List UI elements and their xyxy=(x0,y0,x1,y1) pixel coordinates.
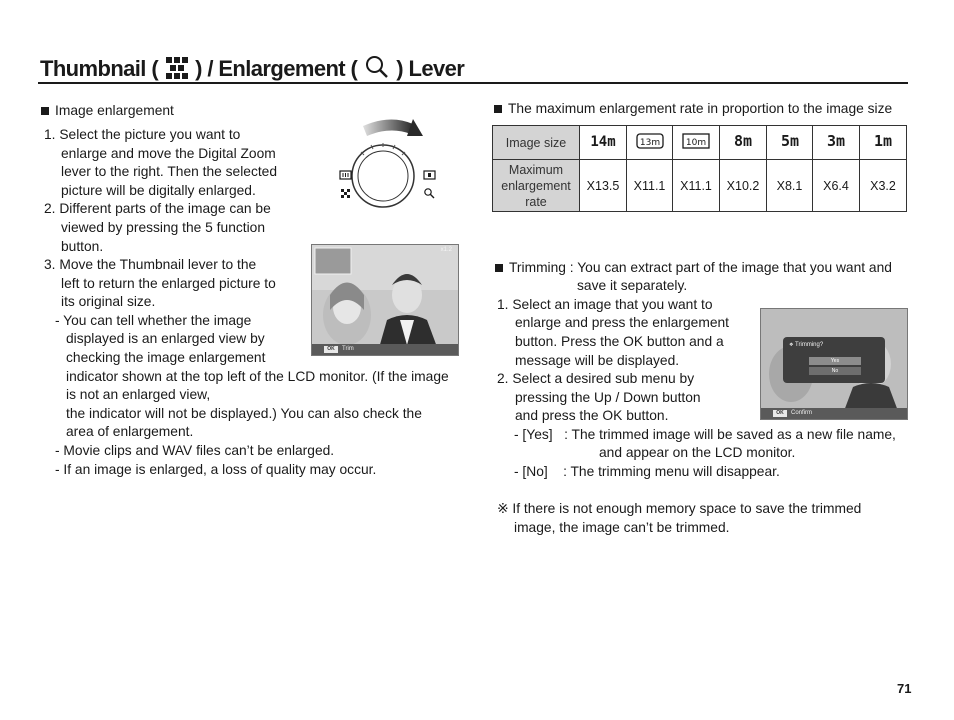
trim-line: pressing the Up / Down button xyxy=(515,390,701,405)
size-3m-icon xyxy=(813,126,860,160)
lcd-bottom-bar xyxy=(312,344,458,355)
svg-text:10m: 10m xyxy=(685,138,707,148)
svg-text:8m: 8m xyxy=(733,132,753,150)
step-line: area of enlargement. xyxy=(66,424,194,439)
trim-line: - [No] : The trimming menu will disappear. xyxy=(514,464,780,479)
step-line: button. xyxy=(61,239,104,254)
trim-line: and press the OK button. xyxy=(515,408,669,423)
size-5m-icon xyxy=(767,126,813,160)
step-line: displayed is an enlarged view by xyxy=(66,331,265,346)
zoom-lever-illustration xyxy=(335,116,445,221)
trim-line: message will be displayed. xyxy=(515,353,680,368)
step-line: lever to the right. Then the selected xyxy=(61,164,278,179)
trim-line: 2. Select a desired sub menu by xyxy=(497,371,695,386)
step-line: indicator shown at the top left of the LCD monitor. (If the image xyxy=(66,369,449,384)
trim-line: 1. Select an image that you want to xyxy=(497,297,713,312)
table-header-max-rate: Maximum enlargement rate xyxy=(493,160,580,212)
size-10m-icon xyxy=(673,126,720,160)
magnifier-icon xyxy=(365,55,389,85)
note-line: ※ If there is not enough memory space to save the trimmed xyxy=(497,501,862,516)
thumbnail-icon xyxy=(166,57,188,85)
table-cell-rate: X6.4 xyxy=(813,160,860,212)
image-enlargement-heading: Image enlargement xyxy=(41,102,174,121)
step-line: 2. Different parts of the image can be xyxy=(44,201,271,216)
table-cell-rate: X11.1 xyxy=(627,160,673,212)
step-line: enlarge and move the Digital Zoom xyxy=(61,146,276,161)
step-line: picture will be digitally enlarged. xyxy=(61,183,256,198)
table-cell-rate: X10.2 xyxy=(720,160,767,212)
no-option[interactable]: No xyxy=(809,367,861,375)
table-cell-rate: X13.5 xyxy=(580,160,627,212)
lcd-trimming-screenshot xyxy=(760,308,908,420)
table-row xyxy=(493,126,907,160)
size-14m-icon xyxy=(580,126,627,160)
step-line: 3. Move the Thumbnail lever to the xyxy=(44,257,257,272)
ok-badge: OK xyxy=(324,346,338,353)
table-cell-rate: X3.2 xyxy=(860,160,907,212)
step-line: - If an image is enlarged, a loss of quality may occur. xyxy=(55,462,377,477)
yes-option[interactable]: Yes xyxy=(809,357,861,365)
page-title xyxy=(40,55,464,85)
title-text-3: ) Lever xyxy=(396,56,465,81)
svg-text:1m: 1m xyxy=(873,132,893,150)
size-8m-icon xyxy=(720,126,767,160)
table-row xyxy=(493,160,907,212)
trim-line: enlarge and press the enlargement xyxy=(515,315,729,330)
step-line: the indicator will not be displayed.) You can also check the xyxy=(66,406,422,421)
trimming-heading: Trimming : You can extract part of the image that you want and xyxy=(495,259,892,278)
trim-label: Trim xyxy=(342,346,354,352)
svg-text:13m: 13m xyxy=(639,138,660,148)
note-line: image, the image can’t be trimmed. xyxy=(514,520,730,535)
step-line: - Movie clips and WAV files can’t be enlarged. xyxy=(55,443,335,458)
table-header-image-size: Image size xyxy=(493,126,580,160)
dialog-title: ❖ Trimming? xyxy=(789,342,824,348)
trim-line: save it separately. xyxy=(577,278,688,293)
zoom-indicator: x1.2 xyxy=(440,247,452,253)
title-text-1: Thumbnail ( xyxy=(40,56,159,81)
svg-text:14m: 14m xyxy=(590,134,616,150)
confirm-label: Confirm xyxy=(791,410,813,416)
step-line: - You can tell whether the image xyxy=(55,313,252,328)
title-rule xyxy=(38,82,908,84)
step-line: its original size. xyxy=(61,294,156,309)
trim-line: and appear on the LCD monitor. xyxy=(599,445,796,460)
trimming-dialog xyxy=(783,337,885,383)
enlargement-rate-heading: The maximum enlargement rate in proportion to the image size xyxy=(494,100,892,119)
step-line: is not an enlarged view, xyxy=(66,387,211,402)
svg-text:5m: 5m xyxy=(780,132,799,150)
step-line: checking the image enlargement xyxy=(66,350,266,365)
enlargement-rate-table xyxy=(492,125,907,212)
size-1m-icon xyxy=(860,126,907,160)
page-number: 71 xyxy=(897,681,912,696)
trim-line: button. Press the OK button and a xyxy=(515,334,724,349)
step-line: 1. Select the picture you want to xyxy=(44,127,241,142)
step-line: viewed by pressing the 5 function xyxy=(61,220,266,235)
size-13m-icon xyxy=(627,126,673,160)
table-cell-rate: X11.1 xyxy=(673,160,720,212)
svg-text:3m: 3m xyxy=(826,132,846,150)
trim-line: - [Yes] : The trimmed image will be saved as a new file name, xyxy=(514,427,896,442)
ok-badge: OK xyxy=(773,410,787,417)
lcd-enlarged-screenshot xyxy=(311,244,459,356)
table-cell-rate: X8.1 xyxy=(767,160,813,212)
step-line: left to return the enlarged picture to xyxy=(61,276,276,291)
title-text-2: ) / Enlargement ( xyxy=(195,56,358,81)
lcd-bottom-bar xyxy=(761,408,907,419)
